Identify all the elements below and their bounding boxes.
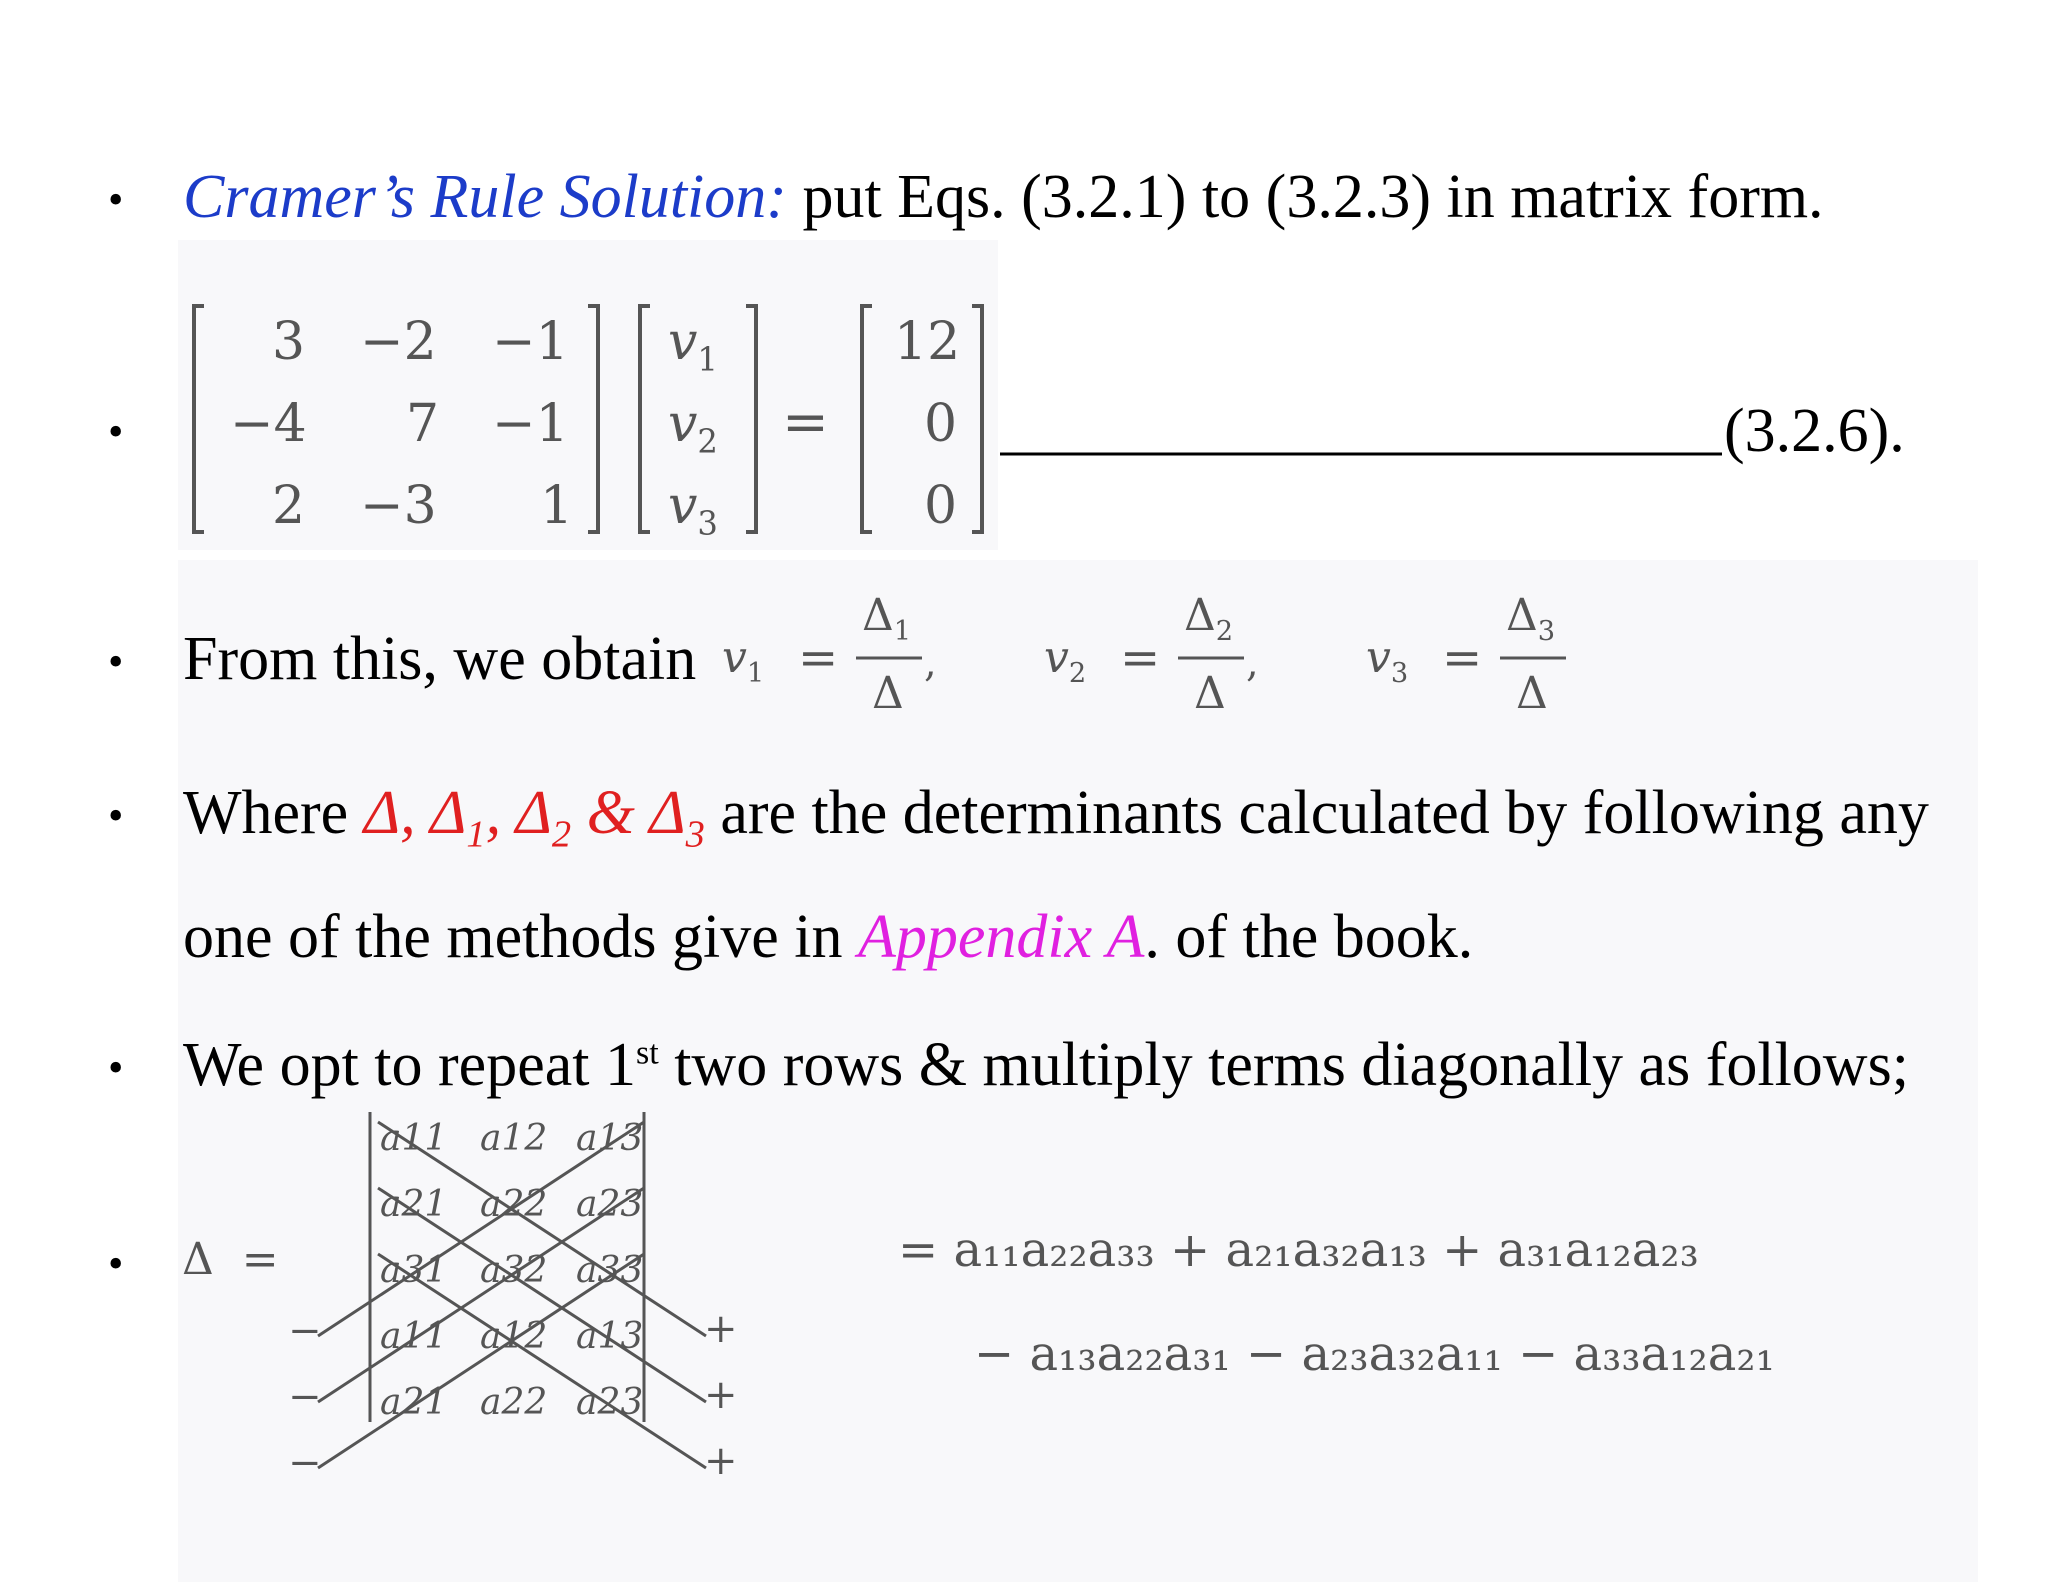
matrix-a-entry: −1 xyxy=(492,312,569,372)
plus-sign: + xyxy=(704,1438,738,1484)
bullet: • xyxy=(108,791,124,840)
equation-number: (3.2.6). xyxy=(1724,397,1905,465)
cramers-rule-heading: Cramer’s Rule Solution: xyxy=(183,163,787,231)
equals-sign: = xyxy=(782,390,829,455)
comma: , xyxy=(1246,640,1259,686)
bullet: • xyxy=(108,637,124,686)
vector-v-entry: $v_2$ xyxy=(668,394,718,461)
delta-list: Δ, $\Delta_1$, $\Delta_2$ & $\Delta_3$ xyxy=(363,779,705,856)
sarrus-entry: a11 xyxy=(380,1316,448,1357)
sarrus-entry: a12 xyxy=(480,1118,548,1159)
sarrus-entry: a23 xyxy=(576,1184,644,1225)
bullet: • xyxy=(108,175,124,224)
v2-symbol: $v_2$ xyxy=(1044,632,1087,689)
delta-2-numerator: $\Delta_2$ xyxy=(1184,590,1234,647)
bullet: • xyxy=(108,407,124,456)
sarrus-entry: a32 xyxy=(480,1250,548,1291)
sarrus-entry: a13 xyxy=(576,1118,644,1159)
v1-symbol: $v_1$ xyxy=(722,632,765,689)
where-line-continued: one of the methods give in Appendix A. of the book. xyxy=(183,903,1474,971)
delta-denominator: Δ xyxy=(1516,668,1548,719)
repeat-rows-line: We opt to repeat 1st two rows & multiply terms diagonally as follows; xyxy=(183,1031,1909,1099)
delta-1-numerator: $\Delta_1$ xyxy=(862,590,912,647)
delta-3-numerator: $\Delta_3$ xyxy=(1506,590,1556,647)
sarrus-entry: a21 xyxy=(380,1382,448,1423)
sarrus-diagram xyxy=(0,0,1,1)
matrix-a-entry: 3 xyxy=(272,312,306,372)
sarrus-entry: a21 xyxy=(380,1184,448,1225)
matrix-a-entry: −4 xyxy=(230,394,307,454)
comma: , xyxy=(924,640,937,686)
cramers-rule-text: put Eqs. (3.2.1) to (3.2.3) in matrix form. xyxy=(786,163,1824,231)
plus-sign: + xyxy=(704,1372,738,1418)
vector-v-entry: $v_1$ xyxy=(668,312,718,379)
sarrus-entry: a13 xyxy=(576,1316,644,1357)
sarrus-entry: a31 xyxy=(380,1250,448,1291)
vector-v-entry: $v_3$ xyxy=(668,476,718,543)
matrix-a-entry: 2 xyxy=(272,476,306,536)
delta-denominator: Δ xyxy=(872,668,904,719)
vector-b-entry: 12 xyxy=(894,312,961,372)
sarrus-entry: a11 xyxy=(380,1118,448,1159)
v3-symbol: $v_3$ xyxy=(1366,632,1409,689)
matrix-a-entry: −3 xyxy=(360,476,437,536)
bullet: • xyxy=(108,1043,124,1092)
sarrus-entry: a23 xyxy=(576,1382,644,1423)
matrix-a-entry: −2 xyxy=(360,312,437,372)
matrix-a-entry: 1 xyxy=(540,476,574,536)
vector-b-entry: 0 xyxy=(924,476,958,536)
minus-sign: − xyxy=(288,1440,322,1486)
matrix-a-entry: −1 xyxy=(492,394,569,454)
sarrus-entry: a22 xyxy=(480,1382,548,1423)
equals-sign: = xyxy=(798,630,839,686)
delta-denominator: Δ xyxy=(1194,668,1226,719)
plus-sign: + xyxy=(704,1306,738,1352)
bullet: • xyxy=(108,1239,124,1288)
from-this-text: From this, we obtain xyxy=(183,625,697,693)
equals-sign: = xyxy=(1442,630,1483,686)
matrix-a-entry: 7 xyxy=(406,394,440,454)
minus-sign: − xyxy=(288,1308,322,1354)
sarrus-entry: a33 xyxy=(576,1250,644,1291)
minus-sign: − xyxy=(288,1374,322,1420)
determinant-expansion-line1: = a₁₁a₂₂a₃₃ + a₂₁a₃₂a₁₃ + a₃₁a₁₂a₂₃ xyxy=(898,1222,1699,1278)
delta-lhs: Δ = xyxy=(182,1234,279,1285)
cramers-rule-line xyxy=(183,163,1824,231)
appendix-reference: Appendix A xyxy=(857,903,1145,971)
vector-b-entry: 0 xyxy=(924,394,958,454)
sarrus-entry: a12 xyxy=(480,1316,548,1357)
equals-sign: = xyxy=(1120,630,1161,686)
determinant-expansion-line2: − a₁₃a₂₂a₃₁ − a₂₃a₃₂a₁₁ − a₃₃a₁₂a₂₁ xyxy=(974,1326,1775,1382)
where-line: Where Δ, $\Delta_1$, $\Delta_2$ & $\Delta_3$ are the determinants calculated by following any xyxy=(183,779,1929,856)
sarrus-entry: a22 xyxy=(480,1184,548,1225)
